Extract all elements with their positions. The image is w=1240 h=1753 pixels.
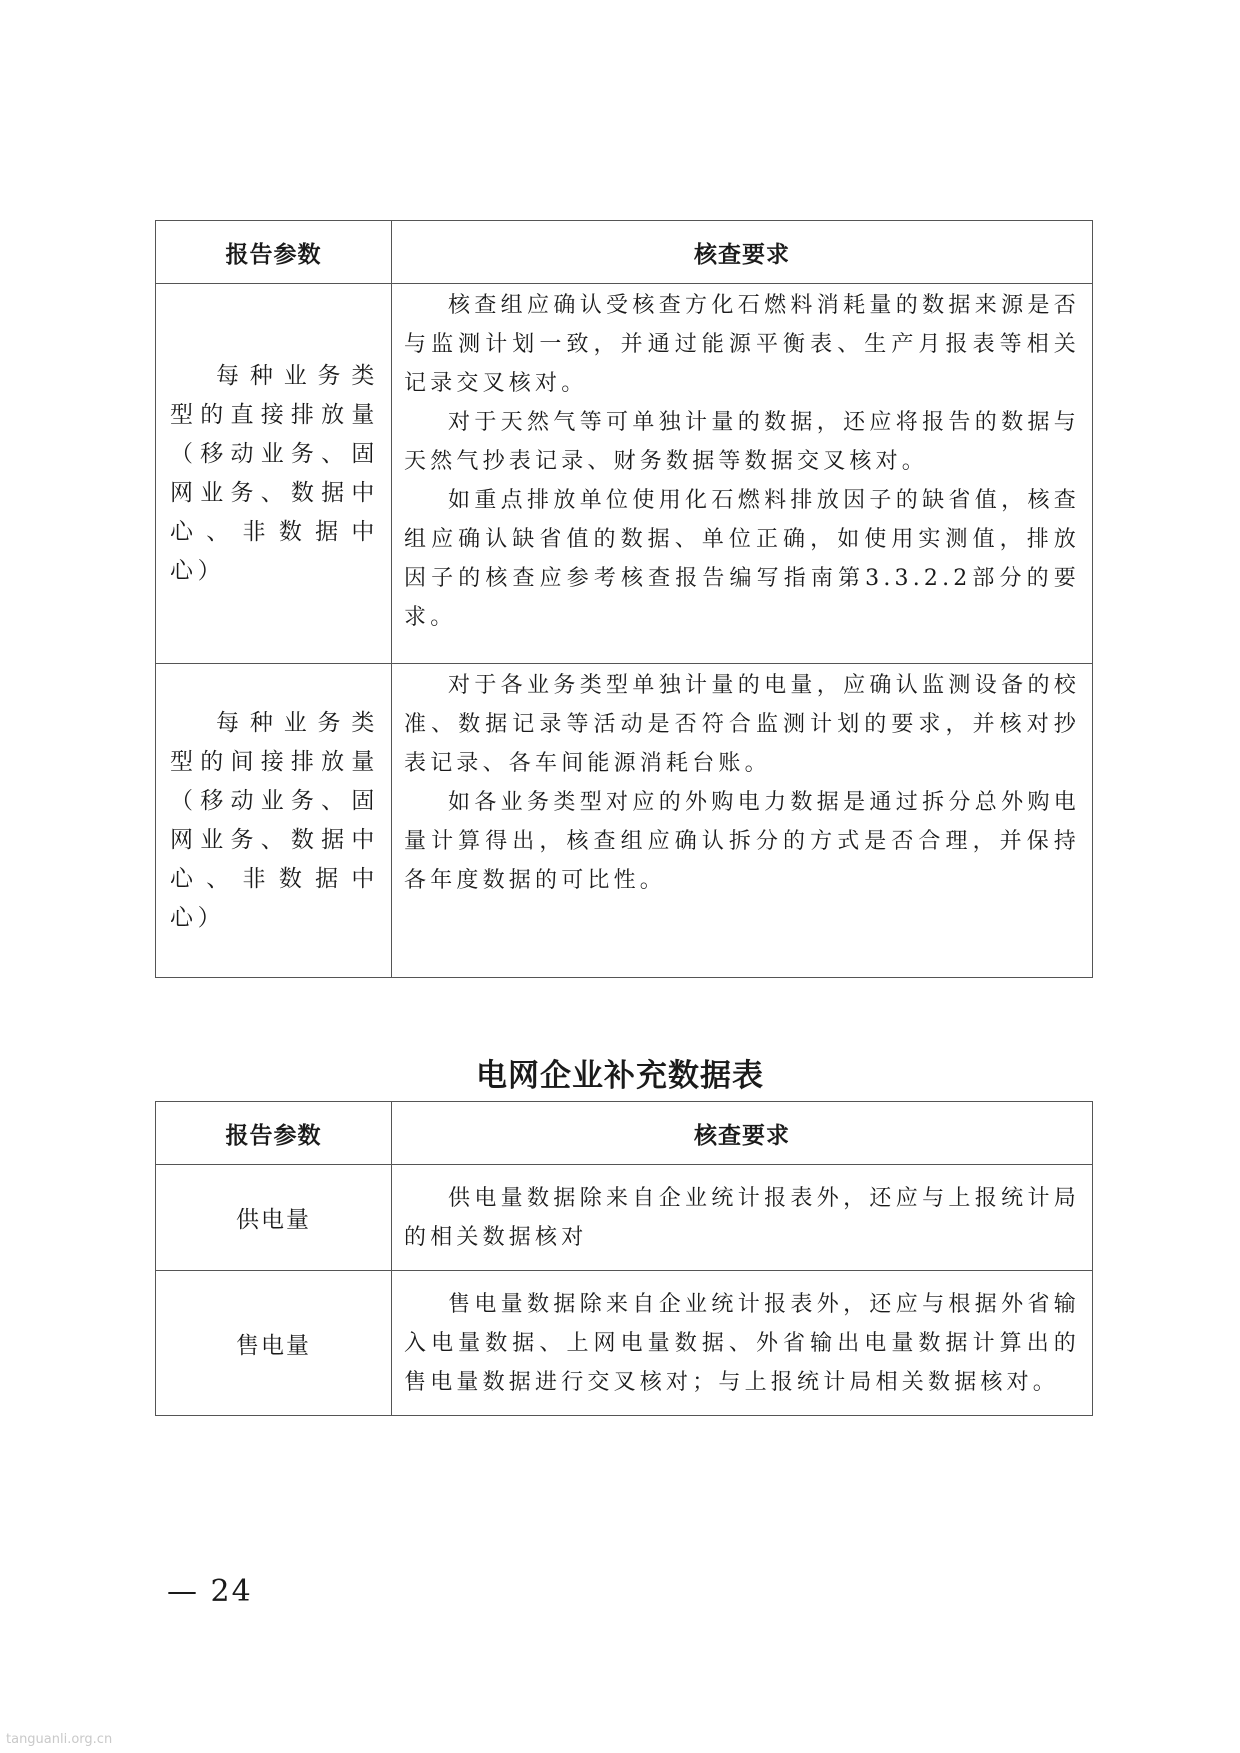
table-header-row bbox=[156, 1102, 1093, 1165]
header-param: 报告参数 bbox=[156, 1102, 392, 1165]
requirement-paragraph: 售电量数据除来自企业统计报表外，还应与根据外省输入电量数据、上网电量数据、外省输出电量数据计算出的售电量数据进行交叉核对；与上报统计局相关数据核对。 bbox=[404, 1291, 1080, 1395]
table-row bbox=[156, 1271, 1093, 1416]
requirement-cell bbox=[392, 664, 1093, 978]
requirement-paragraph: 对于各业务类型单独计量的电量，应确认监测设备的校准、数据记录等活动是否符合监测计划的要求，并核对抄表记录、各车间能源消耗台账。 bbox=[404, 673, 1080, 776]
table-row bbox=[156, 284, 1093, 664]
requirement-cell bbox=[392, 284, 1093, 664]
header-requirement: 核查要求 bbox=[392, 1102, 1093, 1165]
param-cell: 供电量 bbox=[156, 1165, 392, 1271]
table-caption: 电网企业补充数据表 bbox=[476, 1058, 764, 1094]
requirement-paragraph: 如重点排放单位使用化石燃料排放因子的缺省值，核查组应确认缺省值的数据、单位正确，如使用实测值，排放因子的核查应参考核查报告编写指南第3.3.2.2部分的要求。 bbox=[404, 488, 1080, 630]
table-row bbox=[156, 1165, 1093, 1271]
requirement-paragraph: 供电量数据除来自企业统计报表外，还应与上报统计局的相关数据核对 bbox=[404, 1185, 1080, 1250]
param-cell bbox=[156, 284, 392, 664]
param-cell bbox=[156, 664, 392, 978]
requirement-paragraph: 如各业务类型对应的外购电力数据是通过拆分总外购电量计算得出，核查组应确认拆分的方式是否合理，并保持各年度数据的可比性。 bbox=[404, 790, 1080, 893]
header-requirement: 核查要求 bbox=[392, 221, 1093, 284]
requirement-cell bbox=[392, 1165, 1093, 1271]
page-number: — 24 bbox=[167, 1574, 253, 1609]
requirement-paragraph: 核查组应确认受核查方化石燃料消耗量的数据来源是否与监测计划一致，并通过能源平衡表、生产月报表等相关记录交叉核对。 bbox=[404, 293, 1080, 396]
supplementary-table bbox=[155, 1101, 1093, 1416]
table-header-row bbox=[156, 221, 1093, 284]
table-row bbox=[156, 664, 1093, 978]
param-cell: 售电量 bbox=[156, 1271, 392, 1416]
requirements-table bbox=[155, 220, 1093, 978]
header-param: 报告参数 bbox=[156, 221, 392, 284]
param-text: 每种业务类型的间接排放量（移动业务、固网业务、数据中心、非数据中心） bbox=[170, 709, 379, 931]
watermark: tanguanli.org.cn bbox=[6, 1732, 113, 1747]
requirement-paragraph: 对于天然气等可单独计量的数据，还应将报告的数据与天然气抄表记录、财务数据等数据交叉核对。 bbox=[404, 410, 1080, 474]
requirement-cell bbox=[392, 1271, 1093, 1416]
param-text: 每种业务类型的直接排放量（移动业务、固网业务、数据中心、非数据中心） bbox=[170, 362, 379, 584]
